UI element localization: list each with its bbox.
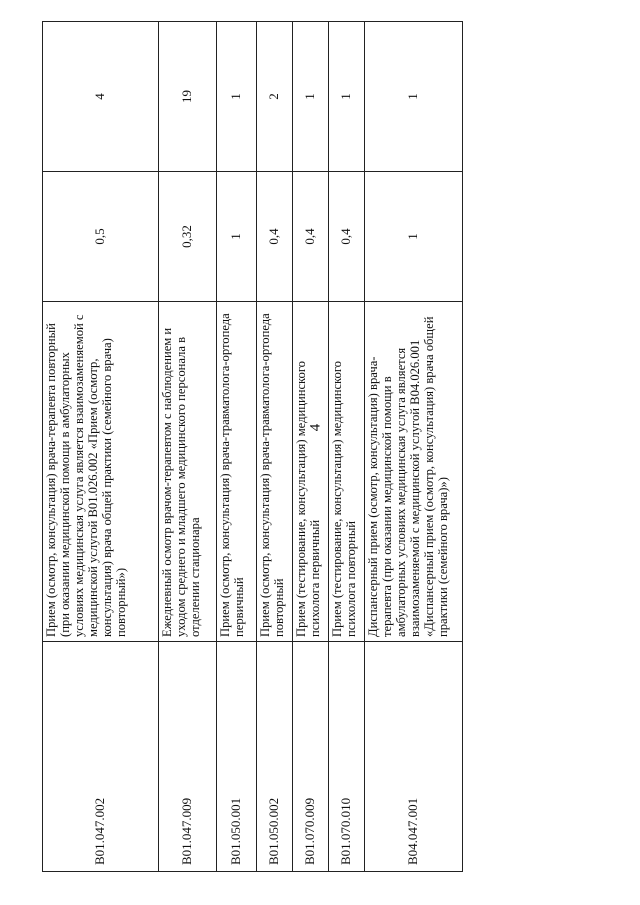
- service-name: Прием (тестирование, консультация) медицинского психолога повторный: [329, 302, 365, 642]
- service-name: Прием (тестирование, консультация) медицинского психолога первичный: [293, 302, 329, 642]
- service-name: Прием (осмотр, консультация) врача-травматолога-ортопеда повторный: [257, 302, 293, 642]
- service-code: B01.047.009: [159, 642, 217, 872]
- service-code: B01.070.010: [329, 642, 365, 872]
- service-count: 1: [293, 22, 329, 172]
- service-coef: 0,32: [159, 172, 217, 302]
- service-coef: 0,4: [329, 172, 365, 302]
- rotated-table-wrapper: [42, 22, 462, 872]
- service-code: B01.047.002: [43, 642, 159, 872]
- table-row: [257, 22, 293, 872]
- table-row: [293, 22, 329, 872]
- services-table: [42, 21, 463, 872]
- service-count: 1: [329, 22, 365, 172]
- service-code: B04.047.001: [365, 642, 463, 872]
- service-count: 19: [159, 22, 217, 172]
- service-count: 1: [365, 22, 463, 172]
- table-row: [365, 22, 463, 872]
- service-count: 1: [217, 22, 257, 172]
- service-code: B01.070.009: [293, 642, 329, 872]
- service-name: Прием (осмотр, консультация) врача-травматолога-ортопеда первичный: [217, 302, 257, 642]
- service-name: Прием (осмотр, консультация) врача-терапевта повторный (при оказании медицинской помощи в амбулаторных условиях медицинская услуга является взаимозаменяемой с медицинской услугой B01.026.002 «Прием (осмотр, консультация) врача общей практики (семейного врача) повторный»): [43, 302, 159, 642]
- table-row: [159, 22, 217, 872]
- service-coef: 0,4: [293, 172, 329, 302]
- service-coef: 0,5: [43, 172, 159, 302]
- table-row: [43, 22, 159, 872]
- service-coef: 0,4: [257, 172, 293, 302]
- service-count: 4: [43, 22, 159, 172]
- service-count: 2: [257, 22, 293, 172]
- service-name: Диспансерный прием (осмотр, консультация) врача-терапевта (при оказании медицинской помощи в амбулаторных условиях медицинская услуга является взаимозаменяемой с медицинской услугой B04.026.001 «Диспансерный прием (осмотр, консультация) врача общей практики (семейного врача)»): [365, 302, 463, 642]
- table-row: [329, 22, 365, 872]
- table-row: [217, 22, 257, 872]
- service-coef: 1: [217, 172, 257, 302]
- service-code: B01.050.001: [217, 642, 257, 872]
- service-coef: 1: [365, 172, 463, 302]
- page-number: 4: [307, 423, 324, 432]
- service-name: Ежедневный осмотр врачом-терапевтом с наблюдением и уходом среднего и младшего медицинского персонала в отделении стационара: [159, 302, 217, 642]
- service-code: B01.050.002: [257, 642, 293, 872]
